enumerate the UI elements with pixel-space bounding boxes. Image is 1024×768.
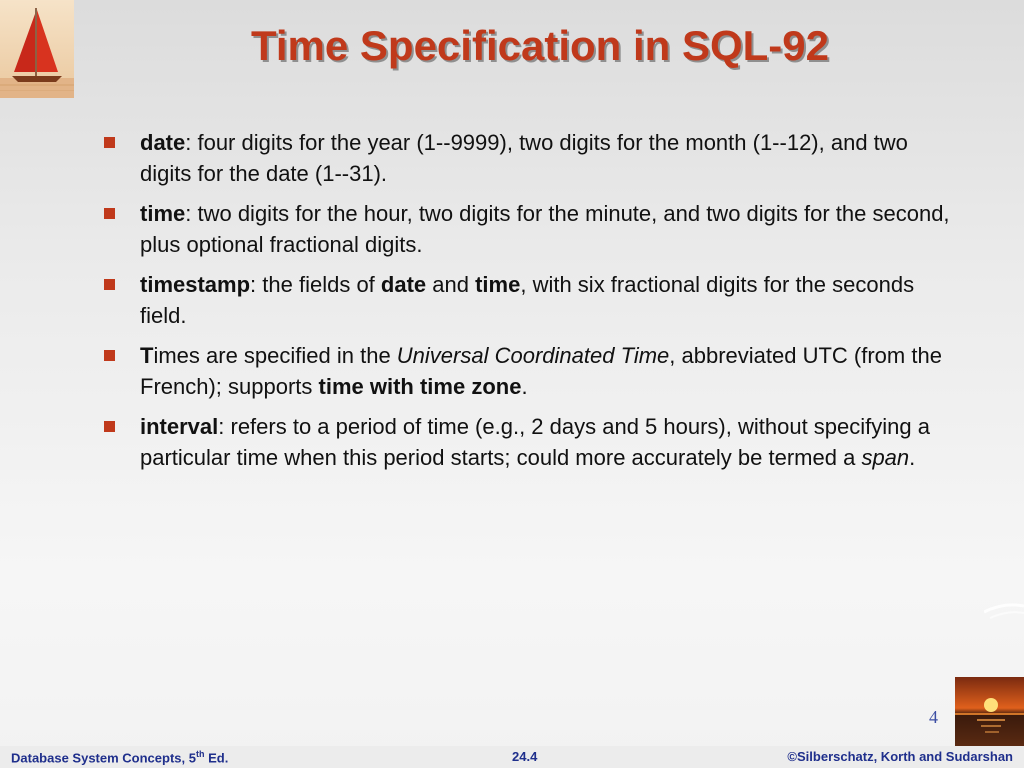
bullet-utc [100, 340, 950, 402]
footer-copyright: ©Silberschatz, Korth and Sudarshan [787, 749, 1013, 764]
term-date: date [140, 130, 186, 155]
square-bullet-icon [104, 350, 115, 361]
square-bullet-icon [104, 279, 115, 290]
square-bullet-icon [104, 421, 115, 432]
slide-title: Time Specification in SQL-92 [250, 22, 830, 69]
bullet-interval [100, 411, 950, 473]
term-time: time [140, 201, 186, 226]
bullet-text: , abbreviated UTC (from the French); supports [140, 343, 942, 399]
page-number: 4 [929, 707, 938, 727]
square-bullet-icon [104, 137, 115, 148]
bullet-text: : four digits for the year (1--9999), two digits for the month (1--12), and two digits for the date (1--31). [140, 130, 908, 186]
bullet-text: : refers to a period of time (e.g., 2 days and 5 hours), without specifying a particular time when this period starts; could more accurately be termed a [140, 414, 930, 470]
bullet-text: : two digits for the hour, two digits for the minute, and two digits for the second, plus optional fractional digits. [140, 201, 950, 257]
term-interval: interval [140, 414, 219, 439]
bullet-text: imes are specified in the [153, 343, 397, 368]
bullet-time [100, 198, 950, 260]
footer-slide-ref: 24.4 [512, 749, 538, 764]
bullet-text: and [426, 272, 476, 297]
bullet-text: . [521, 374, 528, 399]
bullet-text: . [909, 445, 916, 470]
square-bullet-icon [104, 208, 115, 219]
bold-date: date [380, 272, 427, 297]
footer [0, 746, 1024, 768]
bold-time: time [475, 272, 521, 297]
bullet-text: : the fields of [250, 272, 381, 297]
bold-time-with-time-zone: time with time zone [318, 374, 522, 399]
sailboat-icon [0, 0, 74, 98]
bullet-list [100, 127, 950, 482]
term-timestamp: timestamp [140, 272, 251, 297]
decorative-swoosh [984, 596, 1024, 626]
italic-span: span [861, 445, 910, 470]
footer-book-title: Database System Concepts, 5th Ed. [11, 749, 229, 766]
bullet-date [100, 127, 950, 189]
bullet-timestamp [100, 269, 950, 331]
bullet-text: , with six fractional digits for the seconds field. [140, 272, 915, 328]
sunset-icon [955, 677, 1024, 746]
bold-initial: T [140, 343, 154, 368]
italic-utc: Universal Coordinated Time [396, 343, 670, 368]
